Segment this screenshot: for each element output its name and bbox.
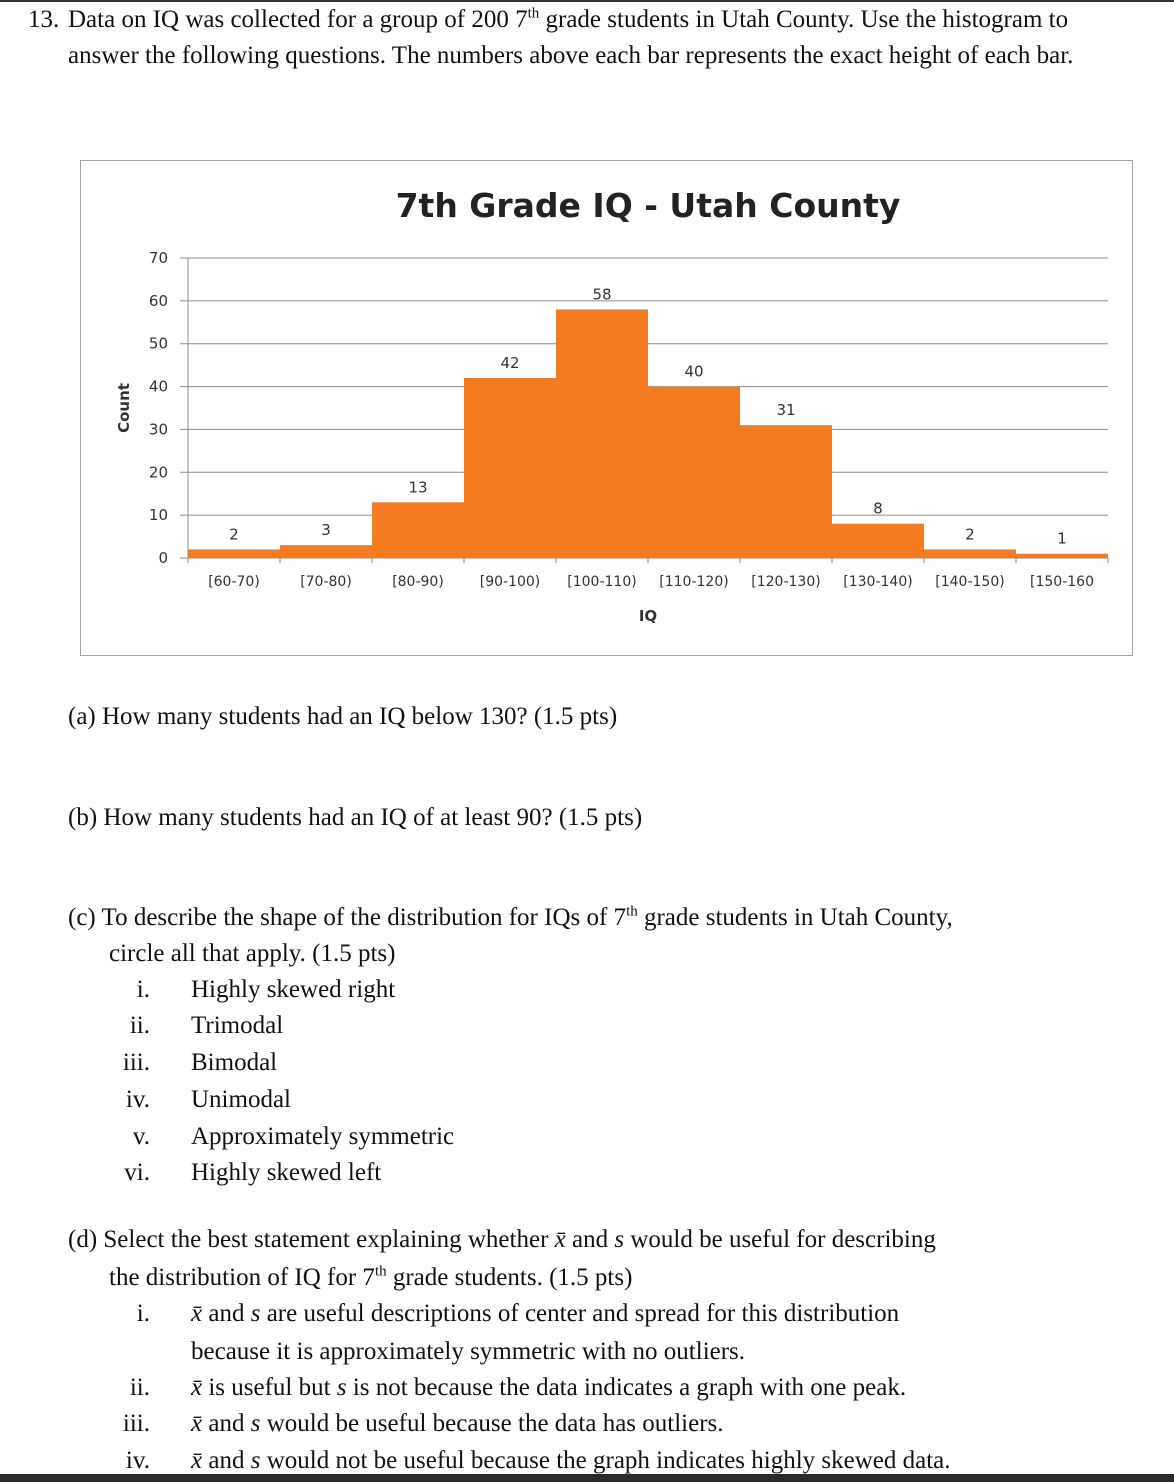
bar-value-label: 40 [684,362,704,381]
x-tick-label: [110-120) [659,574,729,590]
part-b-question: (b) How many students had an IQ of at least 90? (1.5 pts) [68,804,643,831]
option-text: Unimodal [191,1086,291,1113]
bar-value-label: 8 [873,499,883,518]
bar-value-label: 2 [965,525,975,544]
x-tick-label: [100-110) [567,574,637,590]
part-d-question-line1: (d) Select the best statement explaining whether x̄ and s would be useful for describing [68,1226,936,1253]
bottom-bar [0,1474,1174,1482]
y-tick-label: 70 [148,249,168,267]
histogram-bar [464,378,556,558]
option-text: x̄ and s are useful descriptions of center and spread for this distribution [191,1300,900,1327]
x-tick-label: [120-130) [751,574,821,590]
histogram-bar [1016,554,1108,558]
option-number: v. [132,1123,150,1150]
x-axis-label: IQ [638,607,658,625]
part-d-question-line2: the distribution of IQ for 7th grade students. (1.5 pts) [109,1263,633,1291]
x-tick-label: [60-70) [208,574,260,590]
x-tick-label: [150-160 [1030,574,1094,590]
x-tick-label: [130-140) [843,574,913,590]
histogram-bar [648,387,740,558]
option-number: iii. [122,1410,150,1437]
option-number: ii. [129,1012,150,1039]
question-number: 13. [28,6,60,33]
histogram-bar [740,425,832,558]
bar-value-label: 2 [229,525,239,544]
option-number: iv. [125,1086,150,1113]
y-tick-label: 10 [148,506,168,525]
bar-value-label: 42 [500,354,520,372]
option-text: Highly skewed right [191,976,396,1003]
chart-title: 7th Grade IQ - Utah County [395,186,901,225]
y-tick-label: 30 [148,420,168,439]
option-text: Highly skewed left [191,1159,382,1186]
part-c-question-line2: circle all that apply. (1.5 pts) [109,940,396,967]
x-tick-label: [80-90) [392,574,444,590]
x-tick-label: [70-80) [300,574,352,590]
option-text: Approximately symmetric [191,1123,455,1150]
option-number: iii. [122,1049,150,1076]
histogram-bar [832,524,924,558]
option-text: x̄ and s would not be useful because the graph indicates highly skewed data. [191,1447,951,1474]
x-tick-label: [90-100) [479,574,541,590]
bar-value-label: 31 [776,401,796,420]
option-number: i. [136,976,150,1003]
histogram-svg [81,161,1134,657]
option-number: vi. [124,1159,150,1186]
histogram-bar [188,549,280,558]
y-tick-label: 60 [148,291,168,310]
question-intro: Data on IQ was collected for a group of 200 7th grade students in Utah County. Use the histogram to answer the following questions. The numbers above each bar represents the exact height of each bar. [68,5,1074,69]
histogram-bar [924,549,1016,558]
option-number: ii. [129,1374,150,1401]
histogram-bar [280,545,372,558]
part-c-question-line1: (c) To describe the shape of the distribution for IQs of 7th grade students in Utah County, [68,903,953,931]
option-number: iv. [125,1447,150,1474]
bar-value-label: 58 [592,285,612,304]
histogram-chart [80,160,1133,656]
y-tick-label: 50 [148,334,168,353]
y-tick-label: 0 [158,549,168,567]
histogram-bar [372,502,464,558]
option-text-continued: because it is approximately symmetric with no outliers. [191,1338,746,1365]
option-number: i. [136,1300,150,1327]
y-axis-label: Count [115,383,133,433]
option-text: x̄ is useful but s is not because the data indicates a graph with one peak. [191,1374,907,1401]
bar-value-label: 1 [1057,529,1067,548]
bar-value-label: 3 [321,521,331,540]
y-tick-label: 40 [148,377,168,396]
x-tick-label: [140-150) [935,574,1005,590]
y-tick-label: 20 [148,463,168,482]
option-text: Bimodal [191,1049,278,1076]
option-text: x̄ and s would be useful because the data has outliers. [191,1410,724,1437]
part-a-question: (a) How many students had an IQ below 130? (1.5 pts) [68,703,618,730]
histogram-bar [556,309,648,558]
option-text: Trimodal [191,1012,284,1039]
bar-value-label: 13 [408,478,428,497]
